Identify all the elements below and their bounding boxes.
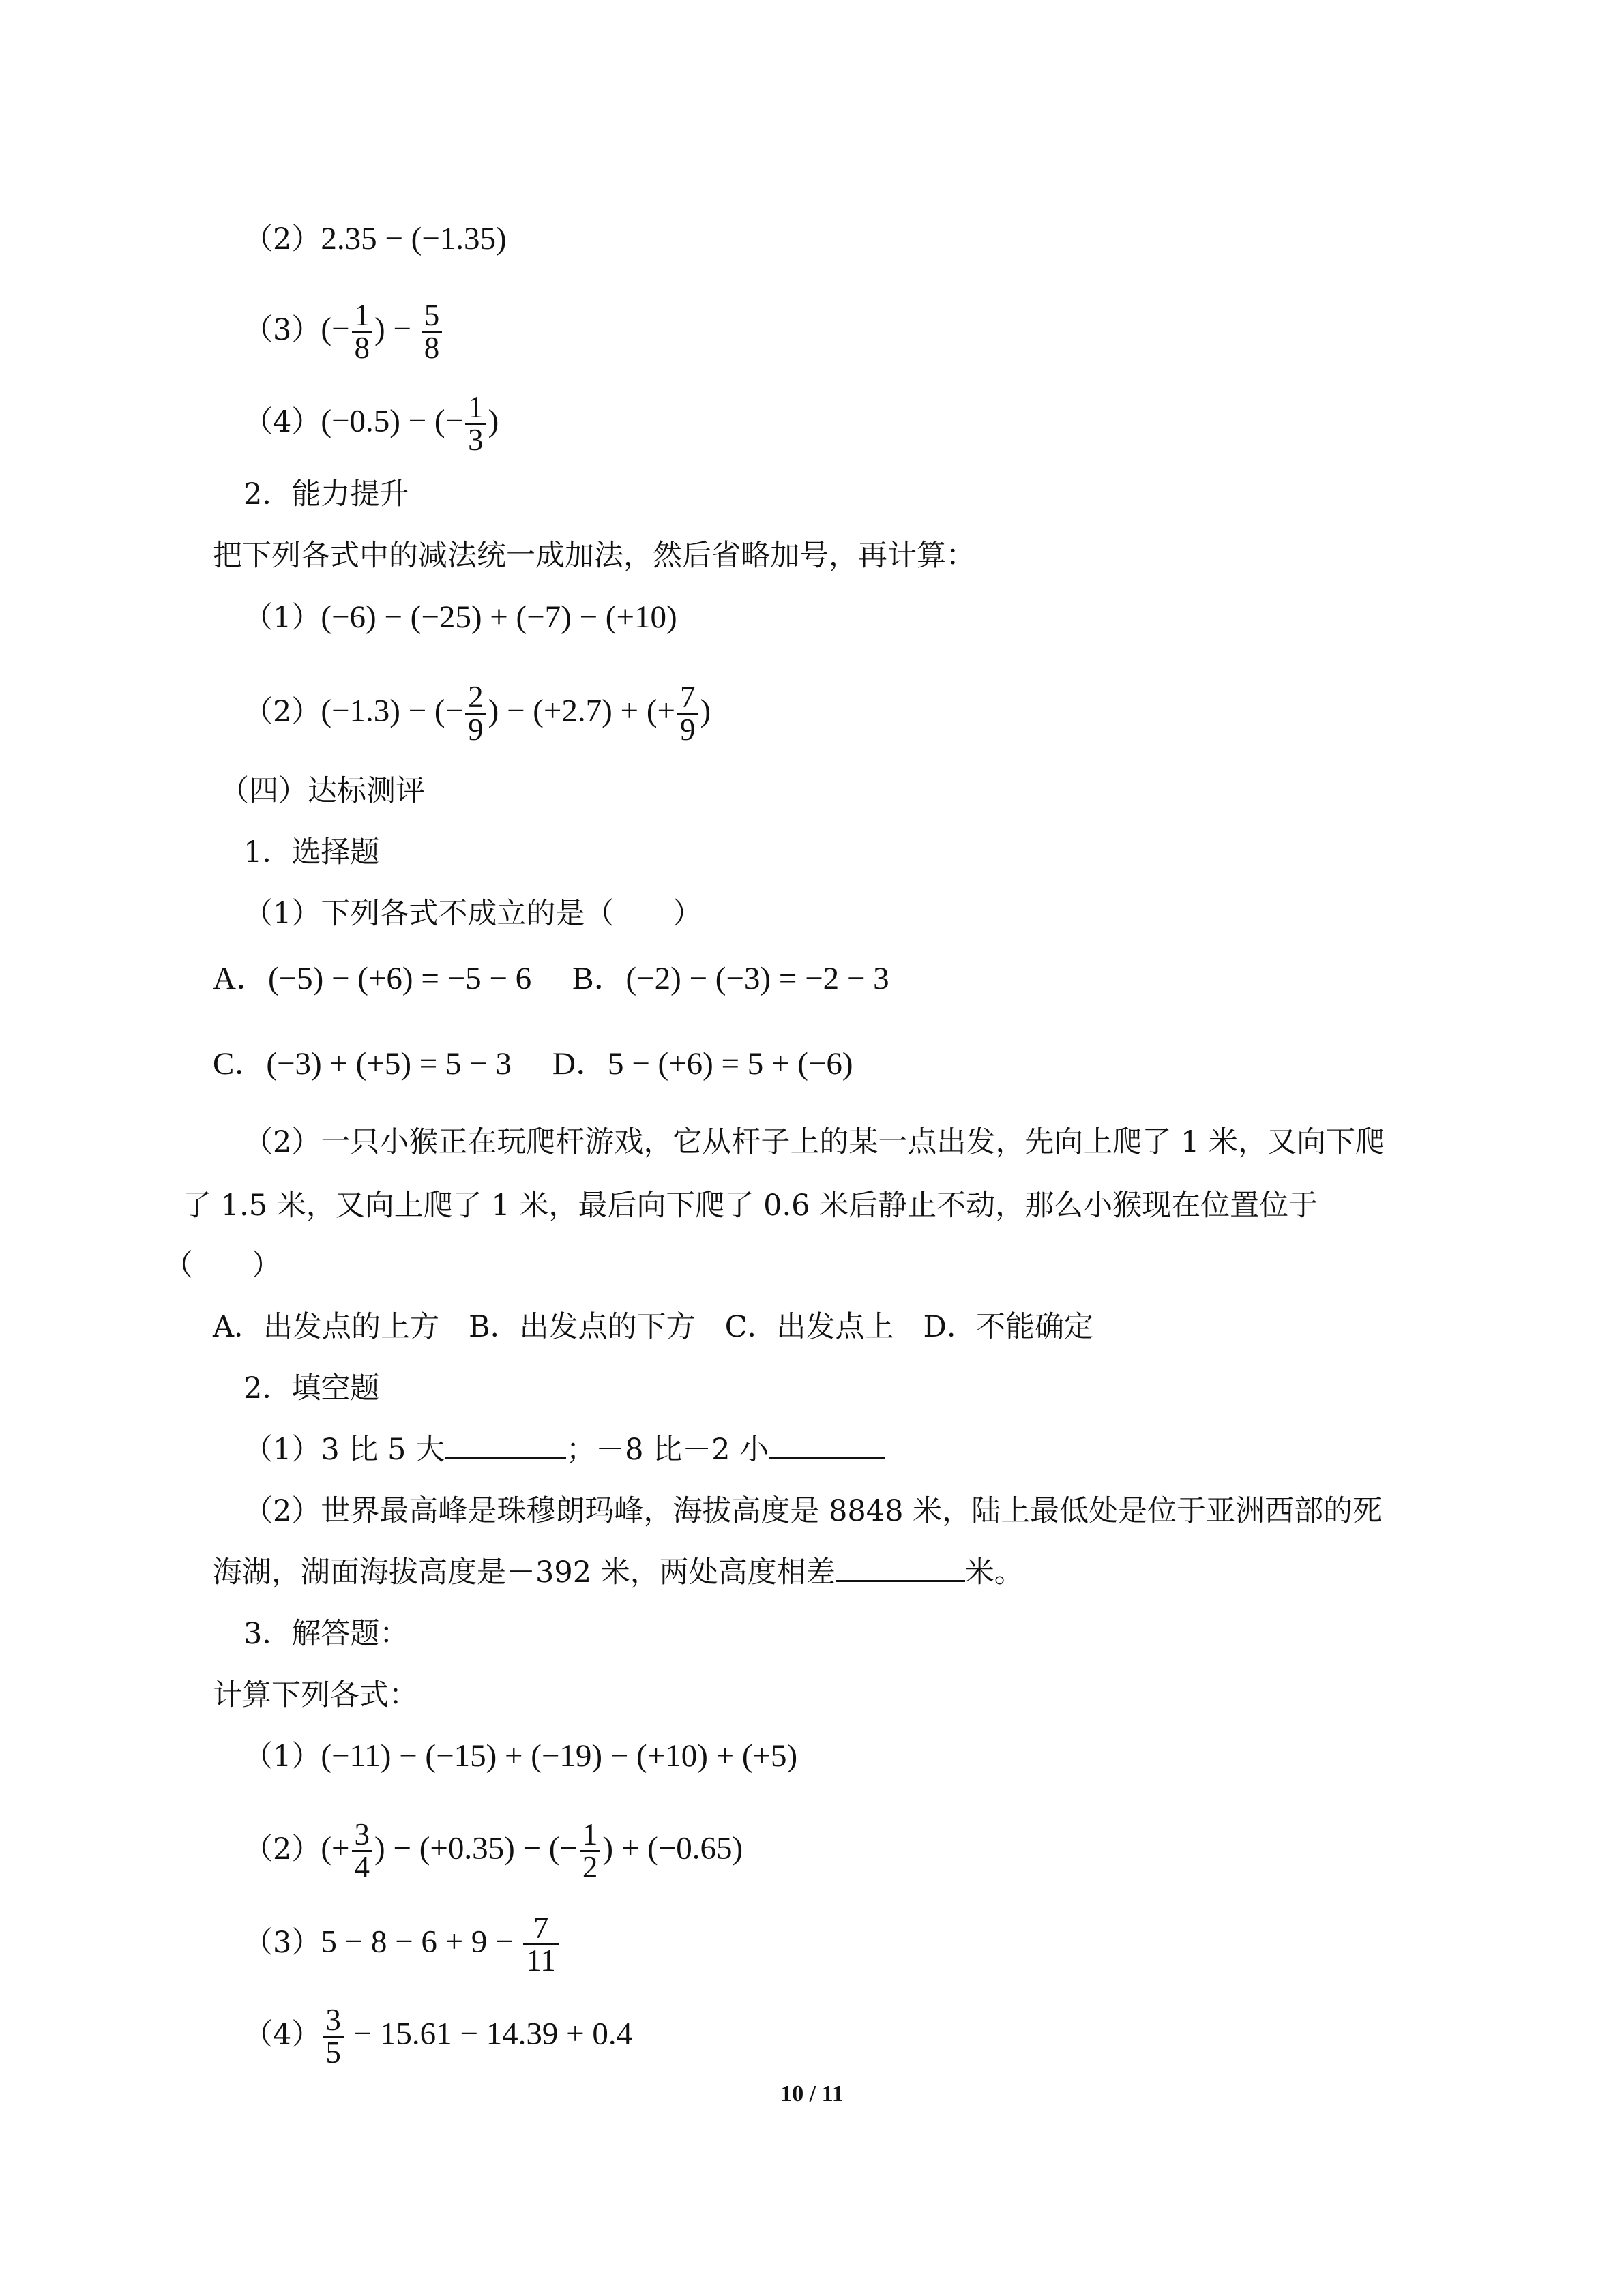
math-text: − 15.61 − 14.39 + 0.4 (345, 2016, 633, 2052)
math-expression: (−11) − (−15) + (−19) − (+10) + (+5) (321, 1738, 798, 1774)
denominator: 3 (465, 423, 486, 456)
fraction (352, 300, 373, 363)
numerator: 2 (468, 680, 484, 714)
numerator: 7 (679, 680, 696, 714)
denominator: 2 (580, 1850, 601, 1883)
denominator: 4 (352, 1850, 373, 1883)
fill-heading: 2．填空题 (243, 1371, 380, 1405)
numerator: 1 (468, 390, 484, 424)
fraction (465, 682, 486, 745)
denominator: 8 (352, 331, 373, 363)
choice-2-bracket: （ ） (164, 1249, 281, 1283)
math-text: ) + (−0.65) (602, 1830, 743, 1866)
solve-1 (243, 1735, 797, 1777)
fill-1-text-b: ；－8 比－2 小 (566, 1433, 769, 1467)
fill-2-text-b: 米。 (964, 1555, 1024, 1590)
math-text: ) − (374, 311, 419, 347)
numerator: 1 (582, 1817, 598, 1851)
fill-2-text-a: 海湖，湖面海拔高度是－392 米，两处高度相差 (213, 1555, 836, 1590)
math-text: (− (321, 311, 350, 347)
denominator: 11 (523, 1943, 558, 1976)
numerator: 3 (354, 1817, 370, 1851)
section-heading-assessment: （四）达标测评 (220, 774, 425, 808)
item-label: （4） (243, 2017, 321, 2052)
solve-instruction: 计算下列各式： (213, 1678, 418, 1712)
fraction (677, 682, 698, 745)
option-d: D．5 − (+6) = 5 + (−6) (552, 1046, 853, 1082)
item-label: （3） (243, 312, 321, 347)
choice-2-line1: （2）一只小猴正在玩爬杆游戏，它从杆子上的某一点出发，先向上爬了 1 米，又向下爬 (243, 1125, 1385, 1159)
fill-2-line1: （2）世界最高峰是珠穆朗玛峰，海拔高度是 8848 米，陆上最低处是位于亚洲西部的死 (243, 1494, 1383, 1528)
math-text: (+ (321, 1830, 350, 1866)
item-label: （4） (243, 404, 321, 439)
exercise-1-2 (243, 218, 507, 260)
math-text: (−0.5) − (− (321, 403, 464, 439)
choice-1-options-cd (213, 1043, 853, 1085)
section-instruction: 把下列各式中的减法统一成加法，然后省略加号，再计算： (213, 539, 975, 573)
math-text: ) (488, 403, 499, 439)
fraction (352, 1819, 373, 1883)
math-text: ) − (+0.35) − (− (374, 1830, 578, 1866)
math-text: 5 − 8 − 6 + 9 − (321, 1924, 522, 1960)
fill-2-line2 (213, 1552, 1024, 1593)
item-label: （2） (243, 222, 321, 256)
choice-1-stem: （1）下列各式不成立的是（ ） (243, 897, 703, 931)
exercise-1-4 (243, 392, 499, 456)
fraction (580, 1819, 601, 1883)
math-text: (−1.3) − (− (321, 693, 464, 729)
numerator: 3 (325, 2003, 341, 2037)
answer-blank[interactable] (769, 1430, 885, 1459)
choice-2-line2: 了 1.5 米，又向上爬了 1 米，最后向下爬了 0.6 米后静止不动，那么小猴现在位置位于 (182, 1189, 1318, 1223)
option-b: B．(−2) − (−3) = −2 − 3 (572, 961, 889, 996)
solve-2 (243, 1819, 743, 1883)
solve-heading: 3．解答题： (243, 1617, 409, 1651)
exercise-2-1 (243, 597, 677, 638)
fraction (523, 1913, 558, 1976)
option-a: A．(−5) − (+6) = −5 − 6 (213, 961, 532, 996)
numerator: 5 (424, 298, 440, 332)
numerator: 1 (354, 298, 370, 332)
choice-2-options: A．出发点的上方 B．出发点的下方 C．出发点上 D．不能确定 (213, 1310, 1094, 1344)
math-expression: 2.35 − (−1.35) (321, 221, 507, 256)
fill-1-text-a: （1）3 比 5 大 (243, 1433, 445, 1467)
fraction (422, 300, 443, 363)
numerator: 7 (533, 1911, 549, 1945)
page-number: 10 / 11 (780, 2081, 844, 2106)
answer-blank[interactable] (445, 1430, 566, 1459)
math-text: ) − (+2.7) + (+ (488, 693, 675, 729)
solve-4 (243, 2005, 632, 2068)
item-label: （2） (243, 694, 321, 729)
fill-1 (243, 1429, 885, 1470)
math-expression: (−6) − (−25) + (−7) − (+10) (321, 599, 677, 635)
fraction (323, 2005, 344, 2068)
denominator: 8 (422, 331, 443, 363)
math-text: ) (700, 693, 711, 729)
denominator: 9 (465, 713, 486, 745)
fraction (465, 392, 486, 456)
section-heading-ability: 2．能力提升 (243, 477, 409, 511)
exercise-2-2 (243, 682, 711, 745)
denominator: 5 (323, 2036, 344, 2068)
denominator: 9 (677, 713, 698, 745)
item-label: （3） (243, 1925, 321, 1960)
item-label: （1） (243, 601, 321, 635)
exercise-1-3 (243, 300, 444, 363)
choice-1-options-ab (213, 958, 889, 1000)
answer-blank[interactable] (836, 1553, 965, 1582)
option-c: C．(−3) + (+5) = 5 − 3 (213, 1046, 512, 1082)
choice-heading: 1．选择题 (243, 835, 380, 869)
item-label: （2） (243, 1832, 321, 1866)
solve-3 (243, 1913, 561, 1976)
item-label: （1） (243, 1740, 321, 1774)
